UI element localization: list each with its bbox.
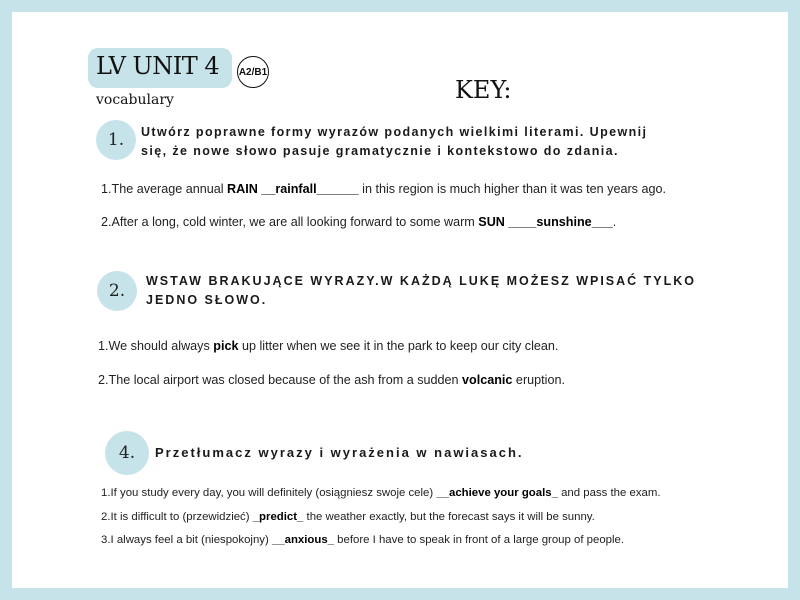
section-2-instruction (146, 272, 696, 310)
section-1-number: 1. (96, 120, 136, 160)
sentence-text: 1.If you study every day, you will definitely (osiągniesz swoje cele) (101, 487, 437, 499)
section-4-instruction-line-1: Przetłumacz wyrazy i wyrażenia w nawiasach. (155, 445, 524, 460)
sentence-text: up litter when we see it in the park to keep our city clean. (238, 339, 559, 353)
section-1-instruction-line-1: Utwórz poprawne formy wyrazów podanych wielkimi literami. Upewnij (141, 125, 648, 139)
answer: pick (213, 339, 239, 353)
sentence-text: 1.We should always (98, 339, 214, 353)
sentence-text: in this region is much higher than it was ten years ago. (358, 182, 666, 196)
sentence-text: . (612, 215, 617, 229)
keyword: RAIN (227, 182, 258, 196)
section-4-item-2 (101, 511, 595, 523)
sentence-text: 2.The local airport was closed because of the ash from a sudden (98, 373, 463, 387)
sentence-text: and pass the exam. (557, 487, 661, 499)
section-1-instruction (141, 123, 647, 161)
section-1-item-2 (101, 215, 616, 229)
level-badge: A2/B1 (237, 56, 269, 88)
sentence-text: the weather exactly, but the forecast says it will be sunny. (303, 511, 595, 523)
answer: __achieve your goals_ (436, 487, 558, 499)
answer: ____sunshine___ (504, 215, 613, 229)
unit-title: LV UNIT 4 (96, 52, 220, 80)
answer: __anxious_ (271, 534, 335, 546)
key-label: KEY: (455, 76, 512, 104)
sentence-text: 1.The average annual (101, 182, 228, 196)
answer: __rainfall______ (257, 182, 359, 196)
section-4-number: 4. (105, 431, 149, 475)
sentence-text: eruption. (512, 373, 565, 387)
answer: volcanic (462, 373, 513, 387)
section-2-instruction-line-2: JEDNO SŁOWO. (146, 293, 268, 307)
sentence-text: before I have to speak in front of a large group of people. (334, 534, 625, 546)
subtitle: vocabulary (96, 92, 174, 108)
section-2-instruction-line-1: WSTAW BRAKUJĄCE WYRAZY.W KAŻDĄ LUKĘ MOŻESZ WPISAĆ TYLKO (146, 274, 697, 288)
section-4-item-1 (101, 487, 661, 499)
section-2-number: 2. (97, 271, 137, 311)
section-1-item-1 (101, 182, 666, 196)
section-4-item-3 (101, 534, 624, 546)
section-2-item-1 (98, 339, 558, 353)
section-4-instruction (155, 443, 524, 462)
section-1-instruction-line-2: się, że nowe słowo pasuje gramatycznie i kontekstowo do zdania. (141, 144, 619, 158)
answer: _predict_ (252, 511, 304, 523)
section-2-item-2 (98, 373, 565, 387)
sentence-text: 2.It is difficult to (przewidzieć) (101, 511, 253, 523)
keyword: SUN (478, 215, 505, 229)
sentence-text: 2.After a long, cold winter, we are all looking forward to some warm (101, 215, 479, 229)
sentence-text: 3.I always feel a bit (niespokojny) (101, 534, 272, 546)
